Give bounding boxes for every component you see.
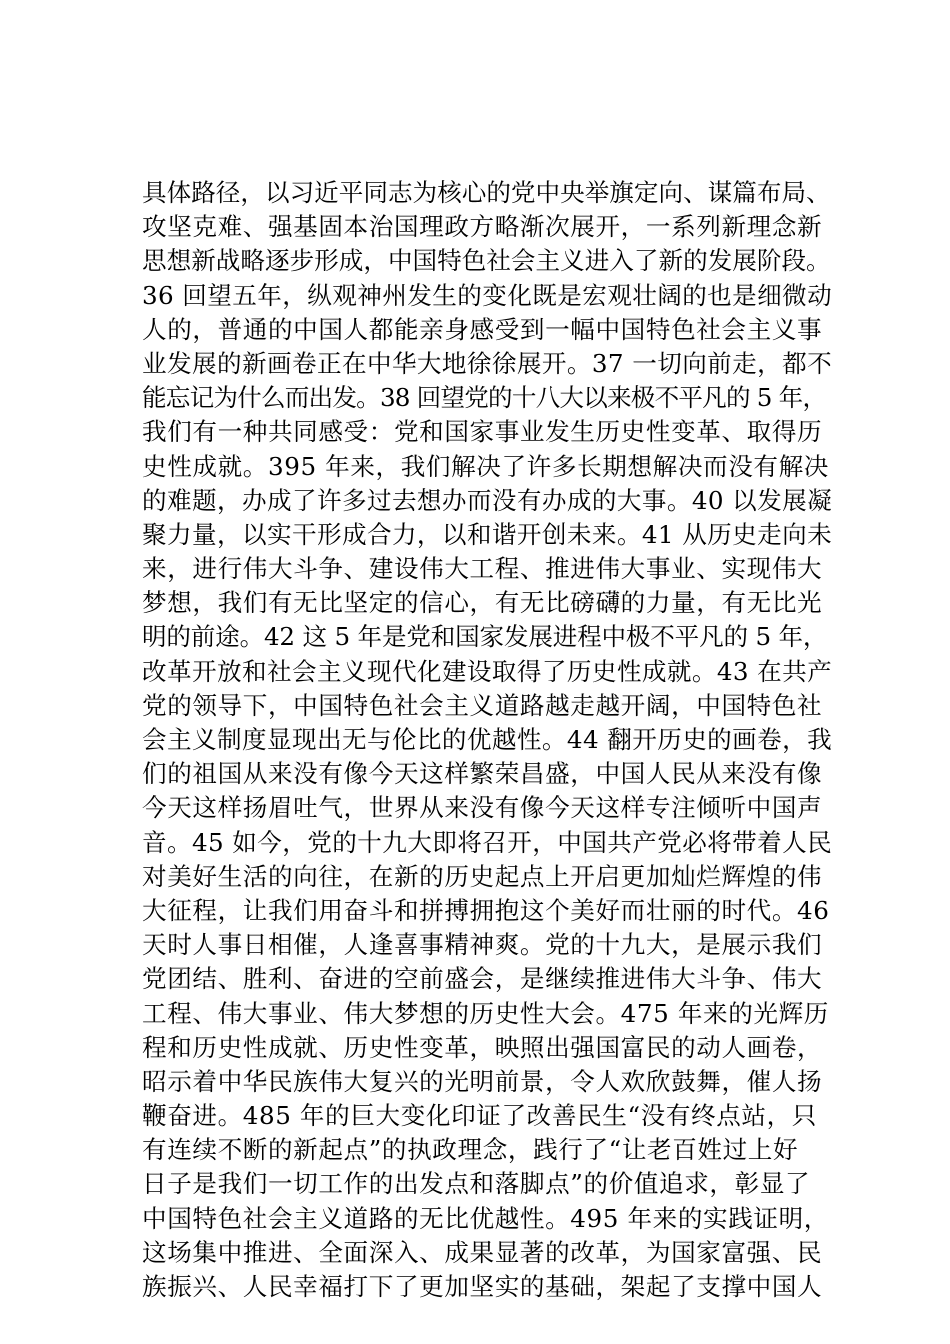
text-line: 攻坚克难、强基固本治国理政方略渐次展开，一系列新理念新	[142, 212, 823, 242]
text-line: 能忘记为什么而出发。38 回望党的十八大以来极不平凡的 5 年，	[142, 383, 827, 413]
text-line: 明的前途。42 这 5 年是党和国家发展进程中极不平凡的 5 年，	[142, 622, 828, 652]
text-line: 梦想，我们有无比坚定的信心，有无比磅礴的力量，有无比光	[142, 588, 823, 618]
text-line: 天时人事日相催，人逢喜事精神爽。党的十九大，是展示我们	[142, 930, 823, 960]
text-line: 大征程，让我们用奋斗和拼搏拥抱这个美好而壮丽的时代。46	[142, 895, 830, 925]
text-line: 工程、伟大事业、伟大梦想的历史性大会。475 年来的光辉历	[142, 998, 830, 1028]
text-line: 这场集中推进、全面深入、成果显著的改革，为国家富强、民	[142, 1237, 823, 1267]
text-line: 日子是我们一切工作的出发点和落脚点”的价值追求，彰显了	[142, 1169, 811, 1199]
text-line: 的难题，办成了许多过去想办而没有办成的大事。40 以发展凝	[142, 485, 833, 515]
text-line: 来，进行伟大斗争、建设伟大工程、推进伟大事业、实现伟大	[142, 554, 823, 584]
text-line: 党的领导下，中国特色社会主义道路越走越开阔，中国特色社	[142, 690, 823, 720]
text-line: 有连续不断的新起点”的执政理念，践行了“让老百姓过上好	[142, 1135, 799, 1165]
text-line: 人的，普通的中国人都能亲身感受到一幅中国特色社会主义事	[142, 314, 823, 344]
text-line: 思想新战略逐步形成，中国特色社会主义进入了新的发展阶段。	[142, 246, 831, 276]
text-line: 音。45 如今，党的十九大即将召开，中国共产党必将带着人民	[142, 827, 833, 857]
text-line: 党团结、胜利、奋进的空前盛会，是继续推进伟大斗争、伟大	[142, 964, 823, 994]
text-line: 我们有一种共同感受：党和国家事业发生历史性变革、取得历	[142, 417, 823, 447]
text-line: 改革开放和社会主义现代化建设取得了历史性成就。43 在共产	[142, 656, 833, 686]
text-line: 会主义制度显现出无与伦比的优越性。44 翻开历史的画卷，我	[142, 725, 833, 754]
text-line: 具体路径，以习近平同志为核心的党中央举旗定向、谋篇布局、	[142, 178, 831, 207]
text-line: 族振兴、人民幸福打下了更加坚实的基础，架起了支撑中国人	[142, 1272, 823, 1301]
text-line: 今天这样扬眉吐气，世界从来没有像今天这样专注倾听中国声	[142, 793, 823, 823]
text-line: 鞭奋进。485 年的巨大变化印证了改善民生“没有终点站，只	[142, 1101, 817, 1131]
text-line: 聚力量，以实干形成合力，以和谐开创未来。41 从历史走向未	[142, 519, 833, 549]
text-line: 们的祖国从来没有像今天这样繁荣昌盛，中国人民从来没有像	[142, 759, 823, 789]
text-line: 业发展的新画卷正在中华大地徐徐展开。37 一切向前走，都不	[142, 348, 833, 378]
body-text	[142, 176, 832, 1304]
text-line: 36 回望五年，纵观神州发生的变化既是宏观壮阔的也是细微动	[142, 280, 833, 310]
text-line: 对美好生活的向往，在新的历史起点上开启更加灿烂辉煌的伟	[142, 861, 823, 891]
text-line: 昭示着中华民族伟大复兴的光明前景，令人欢欣鼓舞，催人扬	[142, 1066, 823, 1096]
text-line: 中国特色社会主义道路的无比优越性。495 年来的实践证明，	[142, 1203, 830, 1233]
text-line: 程和历史性成就、历史性变革，映照出强国富民的动人画卷，	[142, 1032, 823, 1062]
text-line: 史性成就。395 年来，我们解决了许多长期想解决而没有解决	[142, 451, 830, 481]
